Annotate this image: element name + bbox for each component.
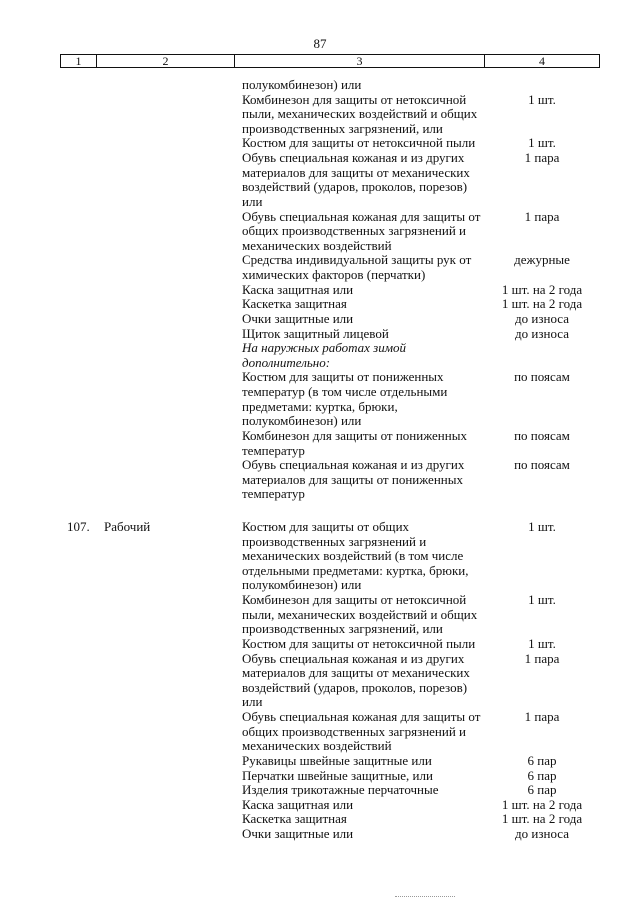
ppe-description: Обувь специальная кожаная для защиты от xyxy=(242,709,481,725)
table-row xyxy=(0,428,640,443)
issue-norm: 1 шт. на 2 года xyxy=(501,811,583,827)
scan-artifact xyxy=(395,896,455,899)
table-row xyxy=(0,121,640,136)
issue-norm: 1 шт. на 2 года xyxy=(501,296,583,312)
issue-norm: по поясам xyxy=(514,457,570,473)
ppe-description: воздействий (ударов, проколов, порезов) xyxy=(242,179,468,195)
ppe-description: общих производственных загрязнений и xyxy=(242,723,467,739)
ppe-description: Обувь специальная кожаная и из других xyxy=(242,150,465,166)
ppe-description: пыли, механических воздействий и общих xyxy=(242,606,478,622)
ppe-description: производственных загрязнений, или xyxy=(242,120,443,136)
table-row xyxy=(0,340,640,355)
ppe-description: или xyxy=(242,193,263,209)
issue-norm: 6 пар xyxy=(527,752,557,768)
issue-norm: 1 шт. на 2 года xyxy=(501,281,583,297)
table-row xyxy=(0,282,640,297)
issue-norm: 1 шт. xyxy=(528,135,556,151)
profession-name: Рабочий xyxy=(104,519,151,534)
column-header-row xyxy=(60,54,600,68)
table-row xyxy=(0,413,640,428)
issue-norm: до износа xyxy=(515,310,569,326)
table-row xyxy=(0,443,640,458)
table-row xyxy=(0,621,640,636)
page-number: 87 xyxy=(313,36,327,51)
issue-norm: 1 шт. xyxy=(528,635,556,651)
table-row xyxy=(0,665,640,680)
table-row xyxy=(0,651,640,666)
ppe-description: На наружных работах зимой xyxy=(242,340,407,356)
table-row xyxy=(0,457,640,472)
ppe-description: Обувь специальная кожаная и из других xyxy=(242,650,465,666)
table-row xyxy=(0,135,640,150)
issue-norm: 1 шт. на 2 года xyxy=(501,796,583,812)
table-row xyxy=(0,724,640,739)
ppe-description: Очки защитные или xyxy=(242,310,354,326)
table-row xyxy=(0,636,640,651)
issue-norm: до износа xyxy=(515,325,569,341)
issue-norm: 1 шт. xyxy=(528,519,556,534)
ppe-description: пыли, механических воздействий и общих xyxy=(242,106,478,122)
table-row xyxy=(0,680,640,695)
ppe-description: отдельными предметами: куртка, брюки, xyxy=(242,562,469,578)
ppe-description: Щиток защитный лицевой xyxy=(242,325,389,341)
table-row xyxy=(0,534,640,549)
table-row xyxy=(0,150,640,165)
issue-norm: до износа xyxy=(515,826,569,842)
table-row xyxy=(0,577,640,592)
ppe-description: химических факторов (перчатки) xyxy=(242,267,426,283)
table-row xyxy=(0,486,640,501)
table-row xyxy=(0,694,640,709)
ppe-description: Комбинезон для защиты от пониженных xyxy=(242,427,467,443)
column-header-3: 3 xyxy=(235,55,485,68)
table-row xyxy=(0,311,640,326)
table-row xyxy=(0,399,640,414)
ppe-description: температур (в том числе отдельными xyxy=(242,384,448,400)
table-row xyxy=(0,296,640,311)
item-number: 107. xyxy=(67,519,90,534)
table-row xyxy=(0,179,640,194)
ppe-description: или xyxy=(242,694,263,710)
ppe-description: производственных загрязнений и xyxy=(242,533,427,549)
table-row xyxy=(0,811,640,826)
issue-norm: 1 пара xyxy=(524,709,560,725)
table-row xyxy=(0,709,640,724)
ppe-description: Костюм для защиты от нетоксичной пыли xyxy=(242,135,476,151)
table-row xyxy=(0,826,640,841)
table-row xyxy=(0,326,640,341)
ppe-description: полукомбинезон) или xyxy=(242,577,362,593)
table-row xyxy=(0,267,640,282)
issue-norm: по поясам xyxy=(514,369,570,385)
ppe-description: производственных загрязнений, или xyxy=(242,621,443,637)
table-row xyxy=(0,92,640,107)
table-row xyxy=(0,106,640,121)
table-row xyxy=(0,209,640,224)
ppe-description: Каска защитная или xyxy=(242,281,354,297)
ppe-description: полукомбинезон) или xyxy=(242,77,362,92)
table-row xyxy=(0,519,640,534)
ppe-description: предметами: куртка, брюки, xyxy=(242,398,398,414)
ppe-description: механических воздействий (в том числе xyxy=(242,548,464,564)
issue-norm: 6 пар xyxy=(527,782,557,798)
table-row xyxy=(0,548,640,563)
table-row xyxy=(0,194,640,209)
ppe-description: дополнительно: xyxy=(242,354,331,370)
table-row xyxy=(0,738,640,753)
column-header-1: 1 xyxy=(61,55,97,68)
table-row xyxy=(0,592,640,607)
ppe-description: воздействий (ударов, проколов, порезов) xyxy=(242,679,468,695)
issue-norm: 6 пар xyxy=(527,767,557,783)
ppe-description: Рукавицы швейные защитные или xyxy=(242,752,432,768)
table-row xyxy=(0,472,640,487)
table-row xyxy=(0,384,640,399)
table-row xyxy=(0,753,640,768)
issue-norm: по поясам xyxy=(514,427,570,443)
ppe-description: Перчатки швейные защитные, или xyxy=(242,767,433,783)
issue-norm: 1 шт. xyxy=(528,592,556,608)
table-row xyxy=(0,797,640,812)
issue-norm: 1 шт. xyxy=(528,91,556,107)
column-header-2: 2 xyxy=(97,55,235,68)
ppe-description: Каскетка защитная xyxy=(242,811,347,827)
ppe-description: Комбинезон для защиты от нетоксичной xyxy=(242,592,467,608)
table-row xyxy=(0,77,640,92)
ppe-description: Изделия трикотажные перчаточные xyxy=(242,782,439,798)
issue-norm: дежурные xyxy=(514,252,570,268)
ppe-description: общих производственных загрязнений и xyxy=(242,223,467,239)
ppe-description: Костюм для защиты от пониженных xyxy=(242,369,444,385)
issue-norm: 1 пара xyxy=(524,208,560,224)
ppe-description: Костюм для защиты от нетоксичной пыли xyxy=(242,635,476,651)
ppe-description: Очки защитные или xyxy=(242,826,354,842)
table-row xyxy=(0,165,640,180)
ppe-description: Обувь специальная кожаная и из других xyxy=(242,457,465,473)
ppe-description: Каска защитная или xyxy=(242,796,354,812)
ppe-description: материалов для защиты от механических xyxy=(242,665,470,681)
table-row xyxy=(0,782,640,797)
ppe-description: материалов для защиты от пониженных xyxy=(242,471,463,487)
ppe-description: материалов для защиты от механических xyxy=(242,164,470,180)
ppe-description: Каскетка защитная xyxy=(242,296,347,312)
column-header-4: 4 xyxy=(539,54,545,68)
table-row xyxy=(0,768,640,783)
ppe-description: механических воздействий xyxy=(242,237,392,253)
ppe-description: Средства индивидуальной защиты рук от xyxy=(242,252,472,268)
table-row xyxy=(0,252,640,267)
issue-norm: 1 пара xyxy=(524,150,560,166)
table-row xyxy=(0,355,640,370)
ppe-description: Обувь специальная кожаная для защиты от xyxy=(242,208,481,224)
ppe-description: механических воздействий xyxy=(242,738,392,754)
table-row xyxy=(0,369,640,384)
table-row xyxy=(0,223,640,238)
ppe-description: Костюм для защиты от общих xyxy=(242,519,410,534)
ppe-description: Комбинезон для защиты от нетоксичной xyxy=(242,91,467,107)
ppe-description: температур xyxy=(242,442,305,458)
table-row xyxy=(0,563,640,578)
issue-norm: 1 пара xyxy=(524,650,560,666)
table-row xyxy=(0,238,640,253)
ppe-description: температур xyxy=(242,486,305,502)
table-row xyxy=(0,607,640,622)
ppe-description: полукомбинезон) или xyxy=(242,413,362,429)
